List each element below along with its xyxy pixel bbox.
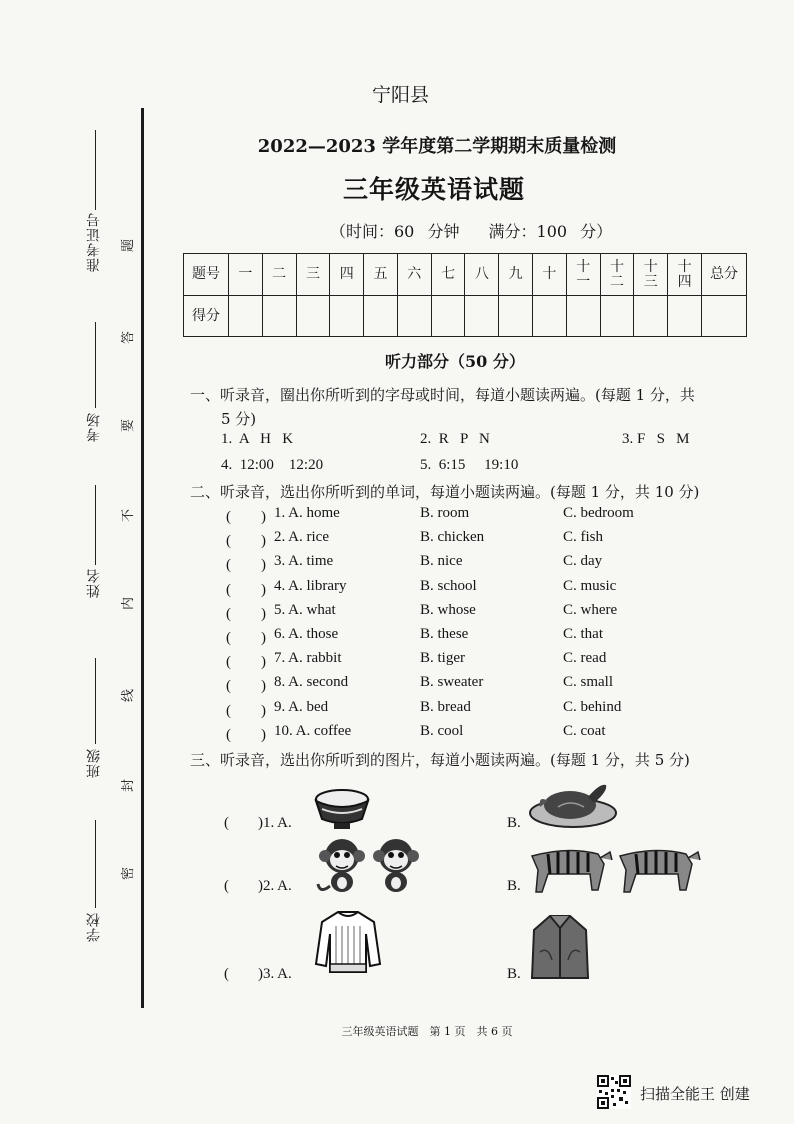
page-footer: 三年级英语试题 第 1 页 共 6 页 [341, 1025, 513, 1038]
score-cell[interactable] [262, 296, 296, 337]
answer-paren[interactable]: ( ) [226, 509, 266, 525]
score-cell[interactable] [431, 296, 465, 337]
exam-room-line [95, 322, 96, 408]
answer-paren[interactable]: ( ) [226, 582, 266, 598]
sec3-q1-b: B. [507, 815, 521, 831]
answer-paren[interactable]: ( ) [226, 727, 266, 743]
scanner-watermark: 扫描全能王 创建 [640, 1085, 750, 1103]
binding-char: 内 [121, 596, 137, 611]
table-cell: 十 二 [600, 254, 634, 296]
class-label: 班级 [86, 748, 102, 778]
sec1-item-4: 4. 12:00 12:20 [221, 457, 324, 473]
answer-paren[interactable]: ( ) [226, 630, 266, 646]
section1-title: 一、听录音，圈出你所听到的字母或时间，每道小题读两遍。(每题 1 分，共 [190, 386, 695, 404]
score-cell[interactable] [397, 296, 431, 337]
table-cell: 题号 [184, 254, 229, 296]
sec2-option-c: C. behind [563, 699, 622, 715]
sec2-option-b: B. school [420, 578, 477, 594]
table-cell: 十 [533, 254, 567, 296]
roast-chicken-picture[interactable] [528, 777, 618, 829]
sec1-item-2: 2. R P N [420, 431, 490, 447]
section3-title: 三、听录音，选出你所听到的图片，每道小题读两遍。(每题 1 分，共 5 分) [190, 751, 690, 769]
name-line [95, 485, 96, 565]
exam-room-label: 考场 [86, 412, 102, 442]
school-label: 学校 [86, 912, 102, 942]
table-cell: 十 三 [634, 254, 668, 296]
rice-bowl-picture[interactable] [312, 785, 372, 833]
sec2-option-n: 10. A. coffee [274, 723, 352, 739]
table-cell: 总分 [702, 254, 747, 296]
section1-title-cont: 5 分) [221, 410, 257, 428]
binding-char: 答 [121, 330, 137, 345]
answer-paren[interactable]: ( ) [226, 533, 266, 549]
table-cell: 三 [296, 254, 330, 296]
sweater-picture[interactable] [314, 908, 382, 976]
score-cell[interactable] [702, 296, 747, 337]
binding-char: 密 [121, 866, 137, 881]
sec2-option-c: C. fish [563, 529, 604, 545]
score-cell[interactable] [229, 296, 263, 337]
sec2-option-b: B. room [420, 505, 470, 521]
score-cell[interactable] [296, 296, 330, 337]
sec2-option-c: C. small [563, 674, 614, 690]
sec2-option-c: C. music [563, 578, 617, 594]
score-table-score-row [184, 296, 747, 337]
answer-paren[interactable]: ( ) [226, 703, 266, 719]
score-cell[interactable] [668, 296, 702, 337]
score-cell[interactable] [499, 296, 533, 337]
table-cell: 得分 [184, 296, 229, 337]
answer-paren[interactable]: ( [224, 878, 229, 894]
table-cell: 十 一 [566, 254, 600, 296]
score-cell[interactable] [566, 296, 600, 337]
sec2-option-b: B. cool [420, 723, 464, 739]
sec2-option-n: 2. A. rice [274, 529, 329, 545]
sec2-option-n: 5. A. what [274, 602, 336, 618]
score-cell[interactable] [634, 296, 668, 337]
sec2-option-c: C. where [563, 602, 618, 618]
sec2-option-n: 3. A. time [274, 553, 334, 569]
tigers-picture[interactable] [528, 840, 702, 896]
table-cell: 一 [229, 254, 263, 296]
table-cell: 七 [431, 254, 465, 296]
table-cell: 八 [465, 254, 499, 296]
sec3-q2-b: B. [507, 878, 521, 894]
exam-number-label: 准考证号 [86, 212, 102, 272]
sec1-item-1: 1. A H K [221, 431, 294, 447]
sec2-option-b: B. chicken [420, 529, 485, 545]
answer-paren[interactable]: ( [224, 966, 229, 982]
answer-paren[interactable]: ( ) [226, 678, 266, 694]
sec2-option-c: C. read [563, 650, 607, 666]
sec3-q3-a: )3. A. [258, 966, 292, 982]
sec2-option-n: 8. A. second [274, 674, 349, 690]
table-cell: 九 [499, 254, 533, 296]
sec2-option-n: 9. A. bed [274, 699, 329, 715]
score-cell[interactable] [533, 296, 567, 337]
binding-char: 要 [121, 418, 137, 433]
sec2-option-c: C. day [563, 553, 603, 569]
score-table-header-row [184, 254, 747, 296]
qr-code-icon [597, 1075, 631, 1109]
table-cell: 四 [330, 254, 364, 296]
sec3-q3-b: B. [507, 966, 521, 982]
score-table [183, 253, 747, 337]
sec1-item-3: 3. F S M [622, 431, 690, 447]
time-info: （时间：60 分钟 满分：100 分） [330, 222, 613, 241]
sec2-option-c: C. coat [563, 723, 606, 739]
binding-char: 题 [121, 238, 137, 253]
score-cell[interactable] [364, 296, 398, 337]
sec2-option-b: B. whose [420, 602, 476, 618]
binding-char: 不 [121, 508, 137, 523]
binding-margin-rule [141, 108, 144, 1008]
binding-char: 封 [121, 778, 137, 793]
exam-title: 2022—2023 学年度第二学期期末质量检测 [257, 136, 617, 157]
monkeys-picture[interactable] [316, 836, 420, 896]
county-name: 宁阳县 [372, 84, 430, 106]
score-cell[interactable] [330, 296, 364, 337]
section2-title: 二、听录音，选出你所听到的单词，每道小题读两遍。(每题 1 分，共 10 分) [190, 483, 700, 501]
sec2-option-b: B. these [420, 626, 469, 642]
score-cell[interactable] [465, 296, 499, 337]
sec3-q2-a: )2. A. [258, 878, 292, 894]
exam-subtitle: 三年级英语试题 [342, 175, 525, 204]
table-cell: 五 [364, 254, 398, 296]
sec2-option-n: 6. A. those [274, 626, 339, 642]
sec2-option-b: B. bread [420, 699, 471, 715]
sec3-q1-a: )1. A. [258, 815, 292, 831]
sec2-option-b: B. sweater [420, 674, 484, 690]
sec1-item-5: 5. 6:15 19:10 [420, 457, 519, 473]
answer-paren[interactable]: ( ) [226, 606, 266, 622]
answer-paren[interactable]: ( ) [226, 654, 266, 670]
coat-picture[interactable] [528, 912, 592, 984]
score-cell[interactable] [600, 296, 634, 337]
sec2-option-n: 1. A. home [274, 505, 340, 521]
table-cell: 六 [397, 254, 431, 296]
listening-heading: 听力部分（50 分） [385, 352, 525, 371]
binding-char: 线 [121, 688, 137, 703]
table-cell: 二 [262, 254, 296, 296]
class-line [95, 658, 96, 744]
sec2-option-n: 7. A. rabbit [274, 650, 342, 666]
sec2-option-n: 4. A. library [274, 578, 347, 594]
sec2-option-b: B. nice [420, 553, 463, 569]
answer-paren[interactable]: ( ) [226, 557, 266, 573]
sec2-option-c: C. bedroom [563, 505, 634, 521]
sec2-option-c: C. that [563, 626, 603, 642]
answer-paren[interactable]: ( [224, 815, 229, 831]
table-cell: 十 四 [668, 254, 702, 296]
sec2-option-b: B. tiger [420, 650, 465, 666]
school-line [95, 820, 96, 908]
name-label: 姓名 [86, 568, 102, 598]
